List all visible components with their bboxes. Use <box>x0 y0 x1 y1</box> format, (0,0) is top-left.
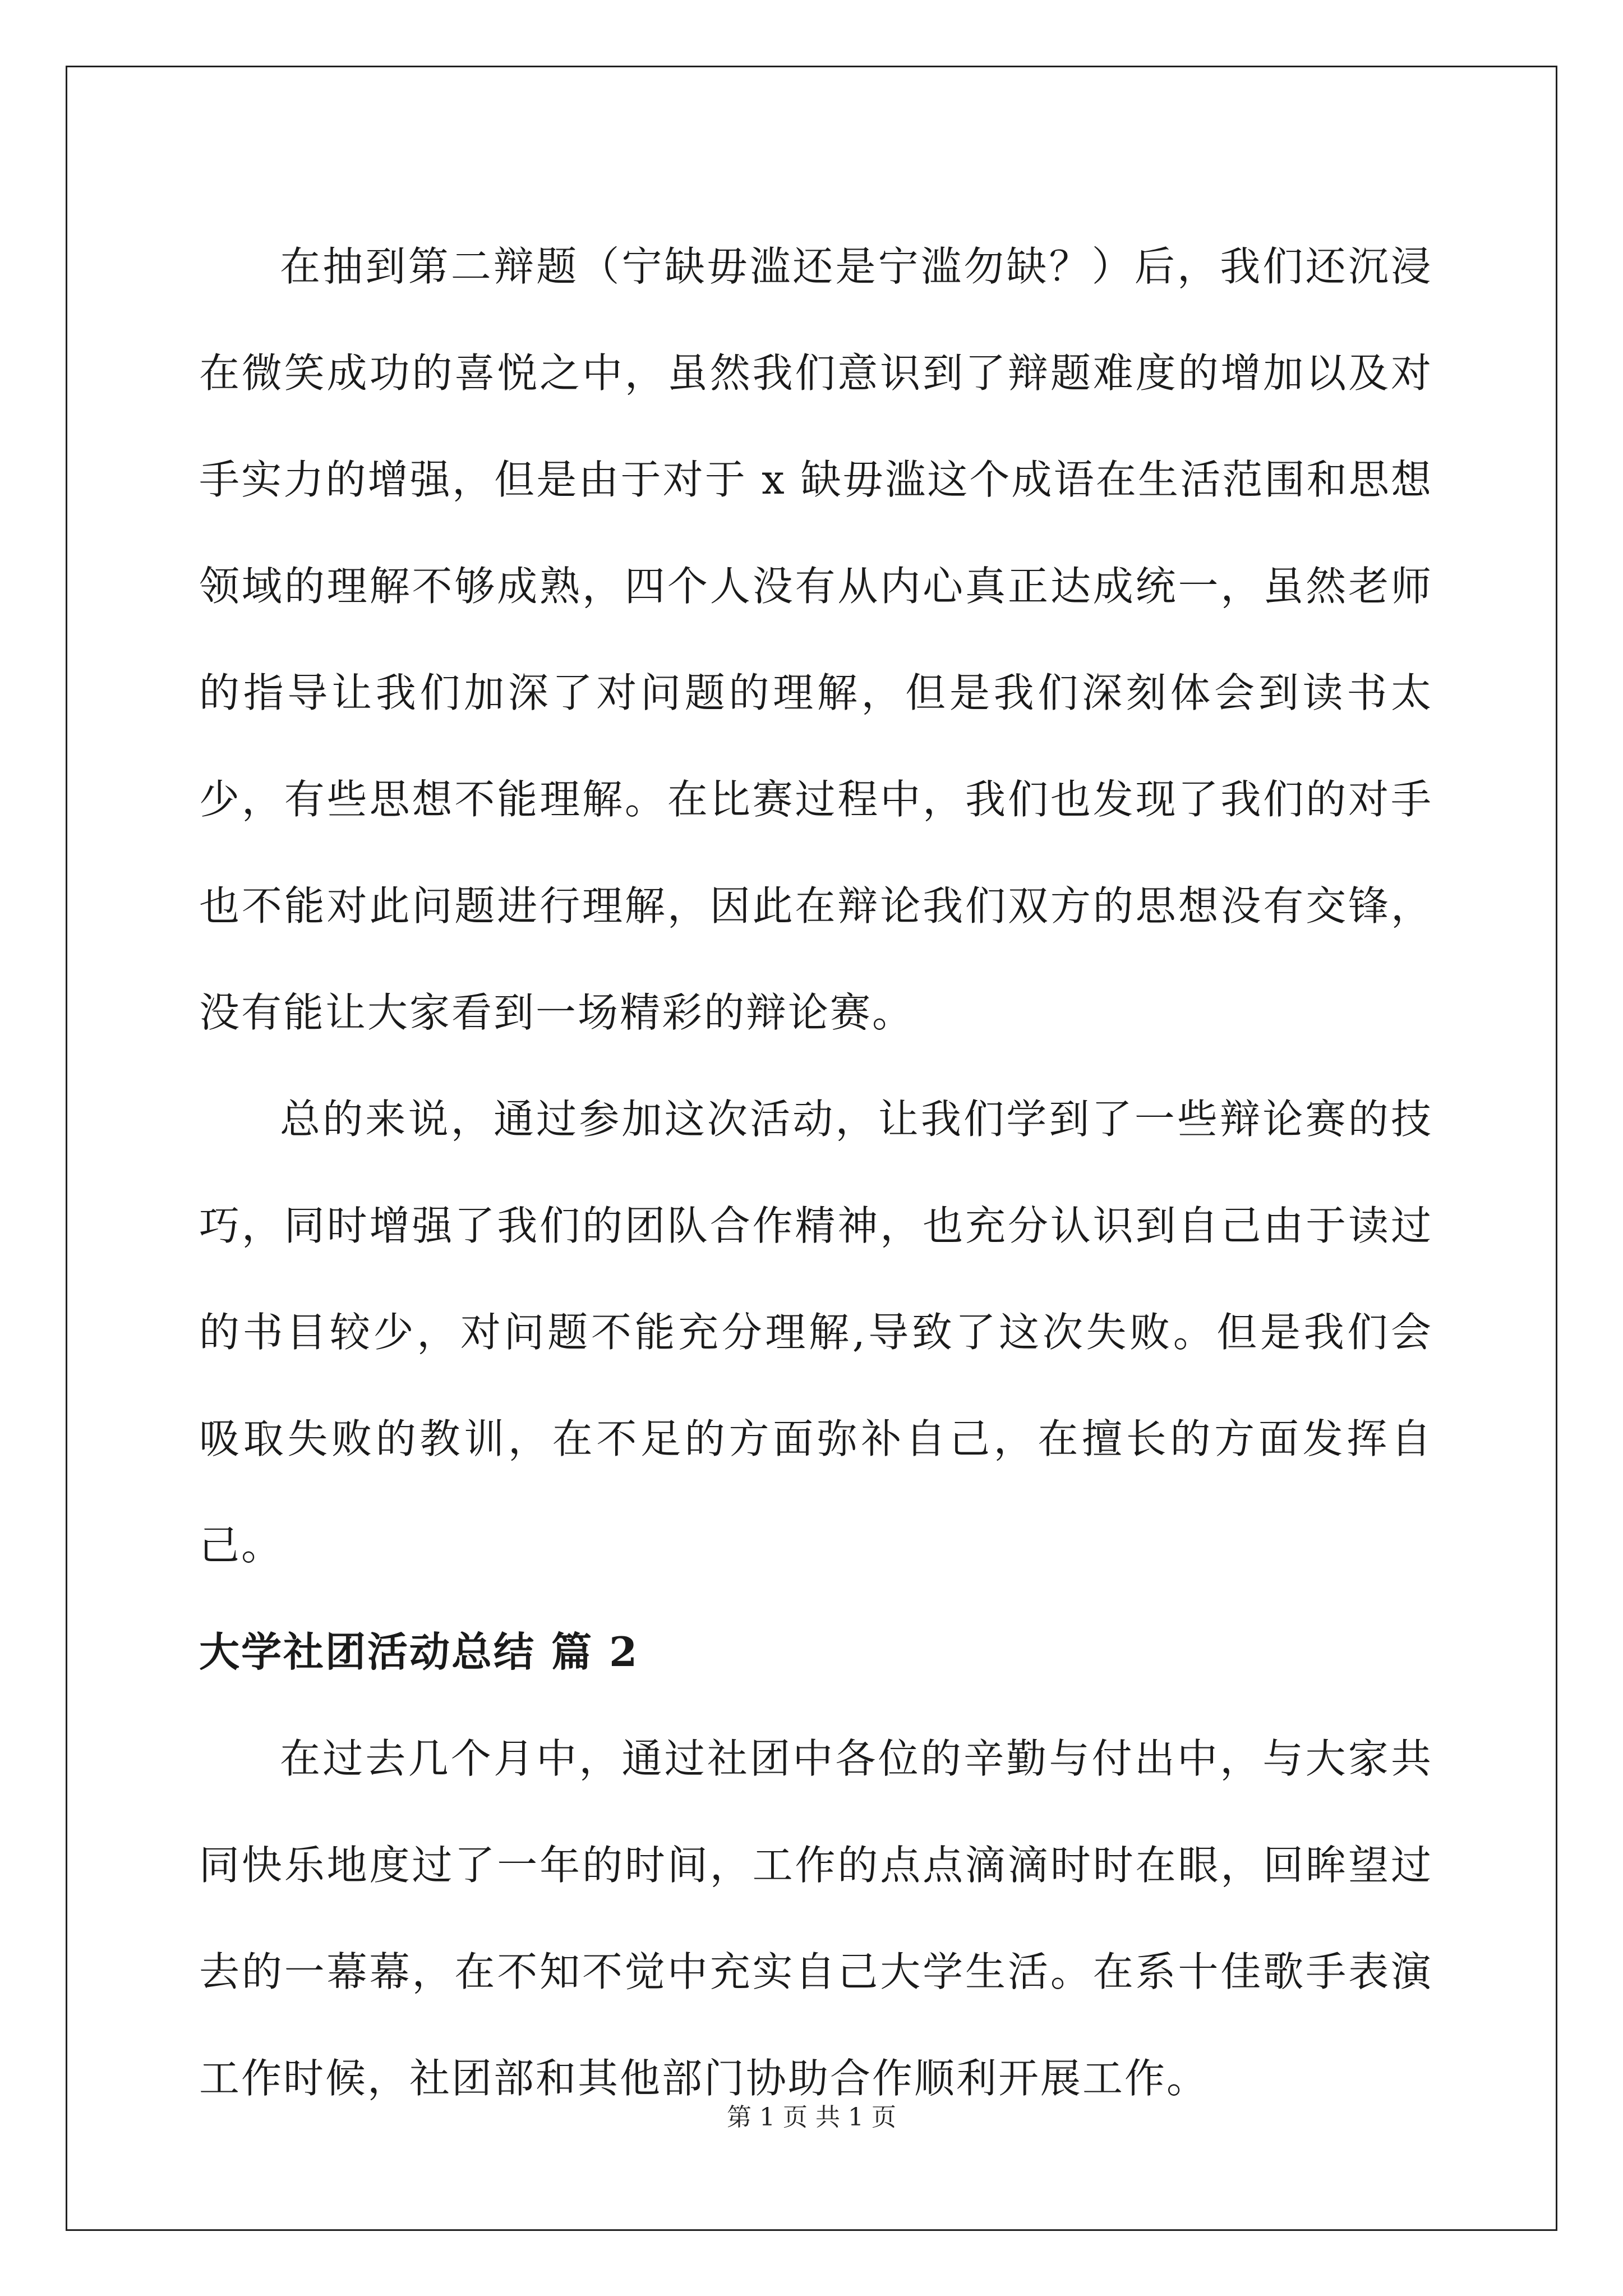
paragraph-summary: 总的来说，通过参加这次活动，让我们学到了一些辩论赛的技巧，同时增强了我们的团队合作精神，也充分认识到自己由于读过的书目较少，对问题不能充分理解,导致了这次失败。但是我们会吸取失败的教训，在不足的方面弥补自己，在擅长的方面发挥自己。 <box>199 1096 1433 1569</box>
paragraph-club-work: 在过去几个月中，通过社团中各位的辛勤与付出中，与大家共同快乐地度过了一年的时间，工作的点点滴滴时时在眼，回眸望过去的一幕幕，在不知不觉中充实自己大学生活。在系十佳歌手表演工作时候，社团部和其他部门协助合作顺利开展工作。 <box>199 1735 1433 2102</box>
page-number-footer: 第 1 页 共 1 页 <box>727 2103 896 2132</box>
section-heading: 大学社团活动总结 篇 2 <box>199 1628 639 1676</box>
paragraph-debate-topic: 在抽到第二辩题（宁缺毋滥还是宁滥勿缺？）后，我们还沉浸在微笑成功的喜悦之中，虽然我们意识到了辩题难度的增加以及对手实力的增强，但是由于对于 x 缺毋滥这个成语在生活范围和思想领域的理解不够成熟，四个人没有从内心真正达成统一，虽然老师的指导让我们加深了对问题的理解，但是我们深刻体会到读书太少，有些思想不能理解。在比赛过程中，我们也发现了我们的对手也不能对此问题进行理解，因此在辩论我们双方的思想没有交锋，没有能让大家看到一场精彩的辩论赛。 <box>199 243 1433 1036</box>
document-body <box>199 213 1433 2132</box>
